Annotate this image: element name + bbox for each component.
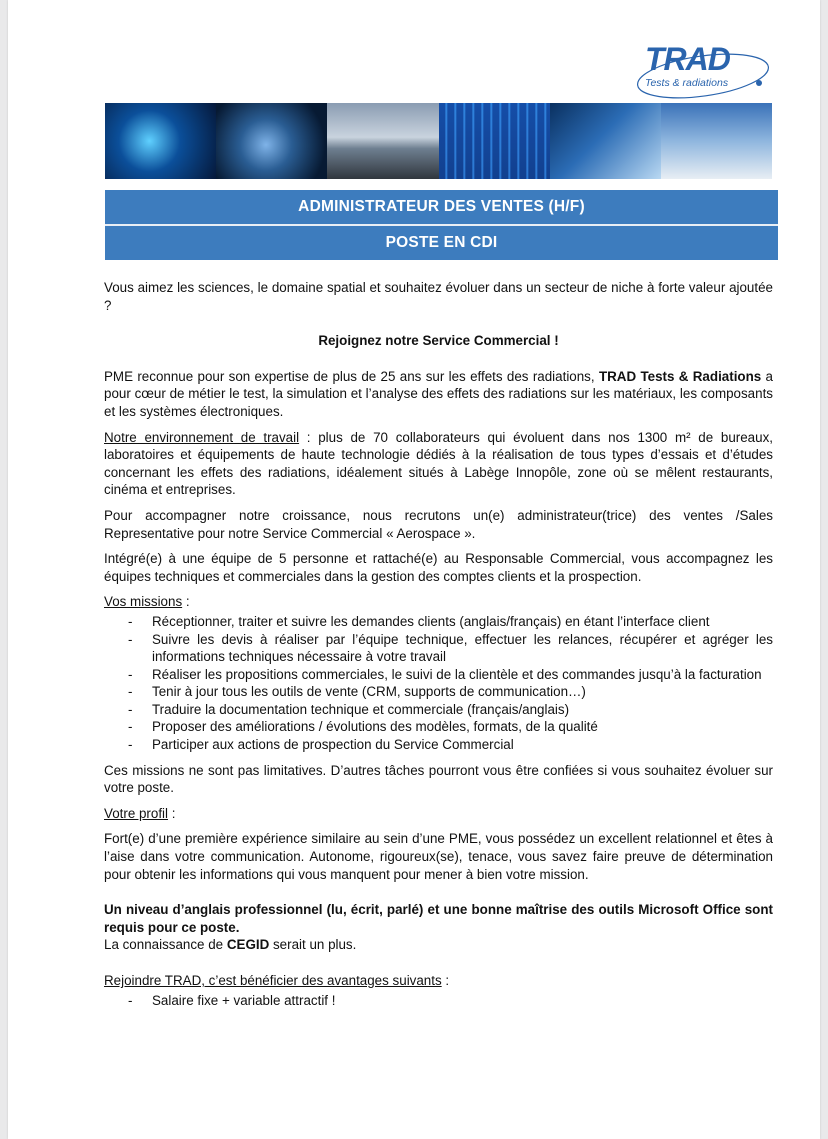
job-description — [104, 279, 773, 1009]
header-banner-images — [105, 103, 772, 179]
environment-label: Notre environnement de travail — [104, 429, 300, 445]
document-page — [8, 0, 820, 1139]
trad-logo — [633, 40, 773, 100]
profile-paragraph: Fort(e) d’une première expérience similaire au sein d’une PME, vous possédez un excellent relationnel et êtes à l’aise dans votre communication. Autonome, rigoureux(se), tenace, vous savez faire preuve de détermination pour obtenir les informations qui vous manquent pour mener à bien votre mission. — [104, 831, 773, 882]
list-item: - Tenir à jour tous les outils de vente (CRM, supports de communication…) — [104, 683, 773, 701]
team-paragraph: Intégré(e) à une équipe de 5 personne et rattaché(e) au Responsable Commercial, vous accompagnez les équipes techniques et commerciales dans la gestion des comptes clients et la prospection. — [104, 551, 773, 584]
recruit-paragraph: Pour accompagner notre croissance, nous recrutons un(e) administrateur(trice) des ventes /Sales Representative pour notre Service Commercial « Aerospace ». — [104, 507, 773, 541]
list-item: - Participer aux actions de prospection du Service Commercial — [104, 736, 773, 754]
call-to-action: Rejoignez notre Service Commercial ! — [318, 333, 559, 349]
missions-note: Ces missions ne sont pas limitatives. D’autres tâches pourront vous être confiées si vous souhaitez évoluer sur votre poste. — [104, 762, 773, 796]
profile-heading: Votre profil : — [104, 805, 176, 821]
list-item: - Réceptionner, traiter et suivre les demandes clients (anglais/français) en étant l’interface client — [104, 613, 773, 631]
banner-earth-image — [216, 103, 327, 179]
company-name: TRAD Tests & Radiations — [598, 368, 762, 384]
banner-aircraft-image — [661, 103, 772, 179]
job-title-box — [105, 190, 778, 260]
banner-chip-image — [105, 103, 216, 179]
logo-name: TRAD — [645, 41, 730, 77]
list-item: - Réaliser les propositions commerciales, le suivi de la clientèle et des commandes jusqu’à la facturation — [104, 666, 773, 684]
list-item: - Salaire fixe + variable attractif ! — [104, 992, 773, 1010]
list-item: - Suivre les devis à réaliser par l’équipe technique, effectuer les relances, récupérer et agréger les informations techniques nécessaire à votre travail — [104, 631, 773, 666]
missions-heading: Vos missions : — [104, 594, 190, 610]
intro-paragraph: Vous aimez les sciences, le domaine spatial et souhaitez évoluer dans un secteur de niche à forte valeur ajoutée ? — [104, 280, 773, 313]
environment-paragraph: Notre environnement de travail : plus de 70 collaborateurs qui évoluent dans nos 1300 m² de bureaux, laboratoires et équipements de haute technologie dédiés à la réalisation de tous types d’essais et d’études concernant les effets des radiations, idéalement situés à Labège Innopôle, zone où se mêlent restaurants, cinéma et entreprises. — [104, 429, 773, 498]
job-title: ADMINISTRATEUR DES VENTES (H/F) — [105, 190, 778, 226]
benefits-list — [104, 992, 773, 1010]
company-paragraph: PME reconnue pour son expertise de plus de 25 ans sur les effets des radiations, TRAD Tests & Radiations a pour cœur de métier le test, la simulation et l’analyse des effets des radiations sur les matériaux, les composants et les systèmes électroniques. — [104, 368, 773, 419]
missions-list — [104, 613, 773, 754]
requirements-bold: Un niveau d’anglais professionnel (lu, écrit, parlé) et une bonne maîtrise des outils Microsoft Office sont requis pour ce poste. — [104, 902, 773, 935]
banner-business-image — [550, 103, 661, 179]
benefits-heading: Rejoindre TRAD, c’est bénéficier des avantages suivants : — [104, 973, 450, 988]
banner-plant-image — [327, 103, 438, 179]
list-item: - Proposer des améliorations / évolutions des modèles, formats, de la qualité — [104, 718, 773, 736]
logo-tagline: Tests & radiations — [645, 77, 729, 89]
list-item: - Traduire la documentation technique et commerciale (français/anglais) — [104, 701, 773, 719]
job-contract: POSTE EN CDI — [105, 226, 778, 260]
cegid-paragraph: La connaissance de CEGID serait un plus. — [104, 937, 357, 953]
banner-circuit-image — [439, 103, 550, 179]
